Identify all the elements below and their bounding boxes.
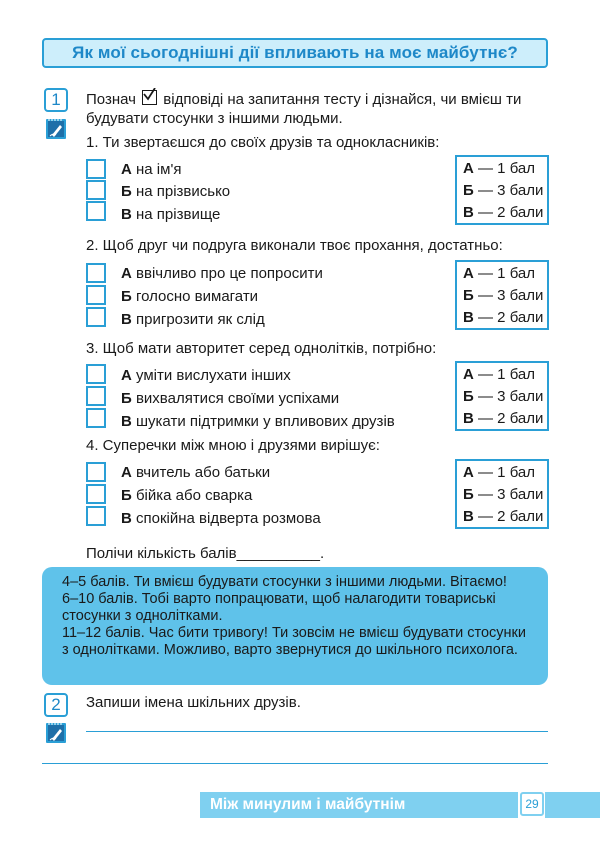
question-3: 3. Щоб мати авторитет серед однолітків, потрібно: [86,340,437,357]
task2-instruction: Запиши імена шкільних друзів. [86,694,301,711]
score-row: В — 2 бали [463,410,544,427]
footer-edge-strip [545,792,600,818]
result-11-12: 11–12 балів. Час бити тривогу! Ти зовсім не вмієш будувати стосунки з однолітками. Можливо, варто звернутися до шкільного психолога. [62,625,526,658]
results-panel [42,567,548,685]
footer-section-title: Між минулим і майбутнім [210,796,406,813]
task1-instruction [86,90,551,128]
option-q1-c: В на прізвище [121,206,221,223]
score-key-q1 [455,155,549,225]
score-key-q3 [455,361,549,431]
count-points-prompt[interactable]: Полічи кількість балів__________. [86,545,325,562]
score-row: А — 1 бал [463,366,536,383]
score-row: Б — 3 бали [463,182,544,199]
question-1: 1. Ти звертаєшся до своїх друзів та однокласників: [86,134,440,151]
score-row: Б — 3 бали [463,486,544,503]
option-q1-a: А на ім'я [121,161,182,178]
task-number-badge [44,693,68,717]
score-row: Б — 3 бали [463,287,544,304]
answer-checkbox-q4-c[interactable] [86,506,106,526]
score-key-q2 [455,260,549,330]
option-q3-b: Б вихвалятися своїми успіхами [121,390,340,407]
result-4-5: 4–5 балів. Ти вмієш будувати стосунки з іншими людьми. Вітаємо! [62,574,507,590]
option-q2-c: В пригрозити як слід [121,311,265,328]
answer-checkbox-q2-b[interactable] [86,285,106,305]
writing-line[interactable] [42,763,548,764]
instruction-part-a: Познач [86,91,136,108]
option-q4-b: Б бійка або сварка [121,487,253,504]
score-row: В — 2 бали [463,309,544,326]
score-key-q4 [455,459,549,529]
result-6-10: 6–10 балів. Тобі варто попрацювати, щоб налагодити товариські стосунки з однолітками. [62,591,496,624]
page-title-banner [42,38,548,68]
score-row: А — 1 бал [463,265,536,282]
answer-checkbox-q2-c[interactable] [86,307,106,327]
answer-checkbox-q1-b[interactable] [86,180,106,200]
score-row: Б — 3 бали [463,388,544,405]
option-q2-a: А ввічливо про це попросити [121,265,323,282]
answer-checkbox-q4-a[interactable] [86,462,106,482]
page-number: 29 [520,792,544,816]
answer-checkbox-q2-a[interactable] [86,263,106,283]
page-title: Як мої сьогоднішні дії впливають на моє майбутнє? [72,43,518,62]
notebook-pen-icon [45,720,67,744]
answer-checkbox-q3-c[interactable] [86,408,106,428]
option-q4-a: А вчитель або батьки [121,464,271,481]
answer-checkbox-q4-b[interactable] [86,484,106,504]
score-row: В — 2 бали [463,204,544,221]
option-q3-a: А уміти вислухати інших [121,367,291,384]
score-row: В — 2 бали [463,508,544,525]
checkbox-check-icon [142,90,157,105]
footer-section-banner [200,792,518,818]
answer-checkbox-q3-b[interactable] [86,386,106,406]
task-number: 1 [51,90,61,109]
question-2: 2. Щоб друг чи подруга виконали твоє прохання, достатньо: [86,237,503,254]
question-4: 4. Суперечки між мною і друзями вирішує: [86,437,380,454]
task-number-badge [44,88,68,112]
footer [0,792,600,818]
notebook-pen-icon [45,116,67,140]
task-number: 2 [51,695,61,714]
option-q1-b: Б на прізвисько [121,183,231,200]
option-q4-c: В спокійна відверта розмова [121,510,321,527]
answer-checkbox-q3-a[interactable] [86,364,106,384]
instruction-part-b: відповіді на запитання тесту і дізнайся, чи вмієш ти будувати стосунки з іншими людьми. [86,91,522,127]
answer-checkbox-q1-c[interactable] [86,201,106,221]
score-row: А — 1 бал [463,160,536,177]
option-q2-b: Б голосно вимагати [121,288,259,305]
answer-checkbox-q1-a[interactable] [86,159,106,179]
score-row: А — 1 бал [463,464,536,481]
writing-line[interactable] [86,731,548,732]
option-q3-c: В шукати підтримки у впливових друзів [121,413,395,430]
